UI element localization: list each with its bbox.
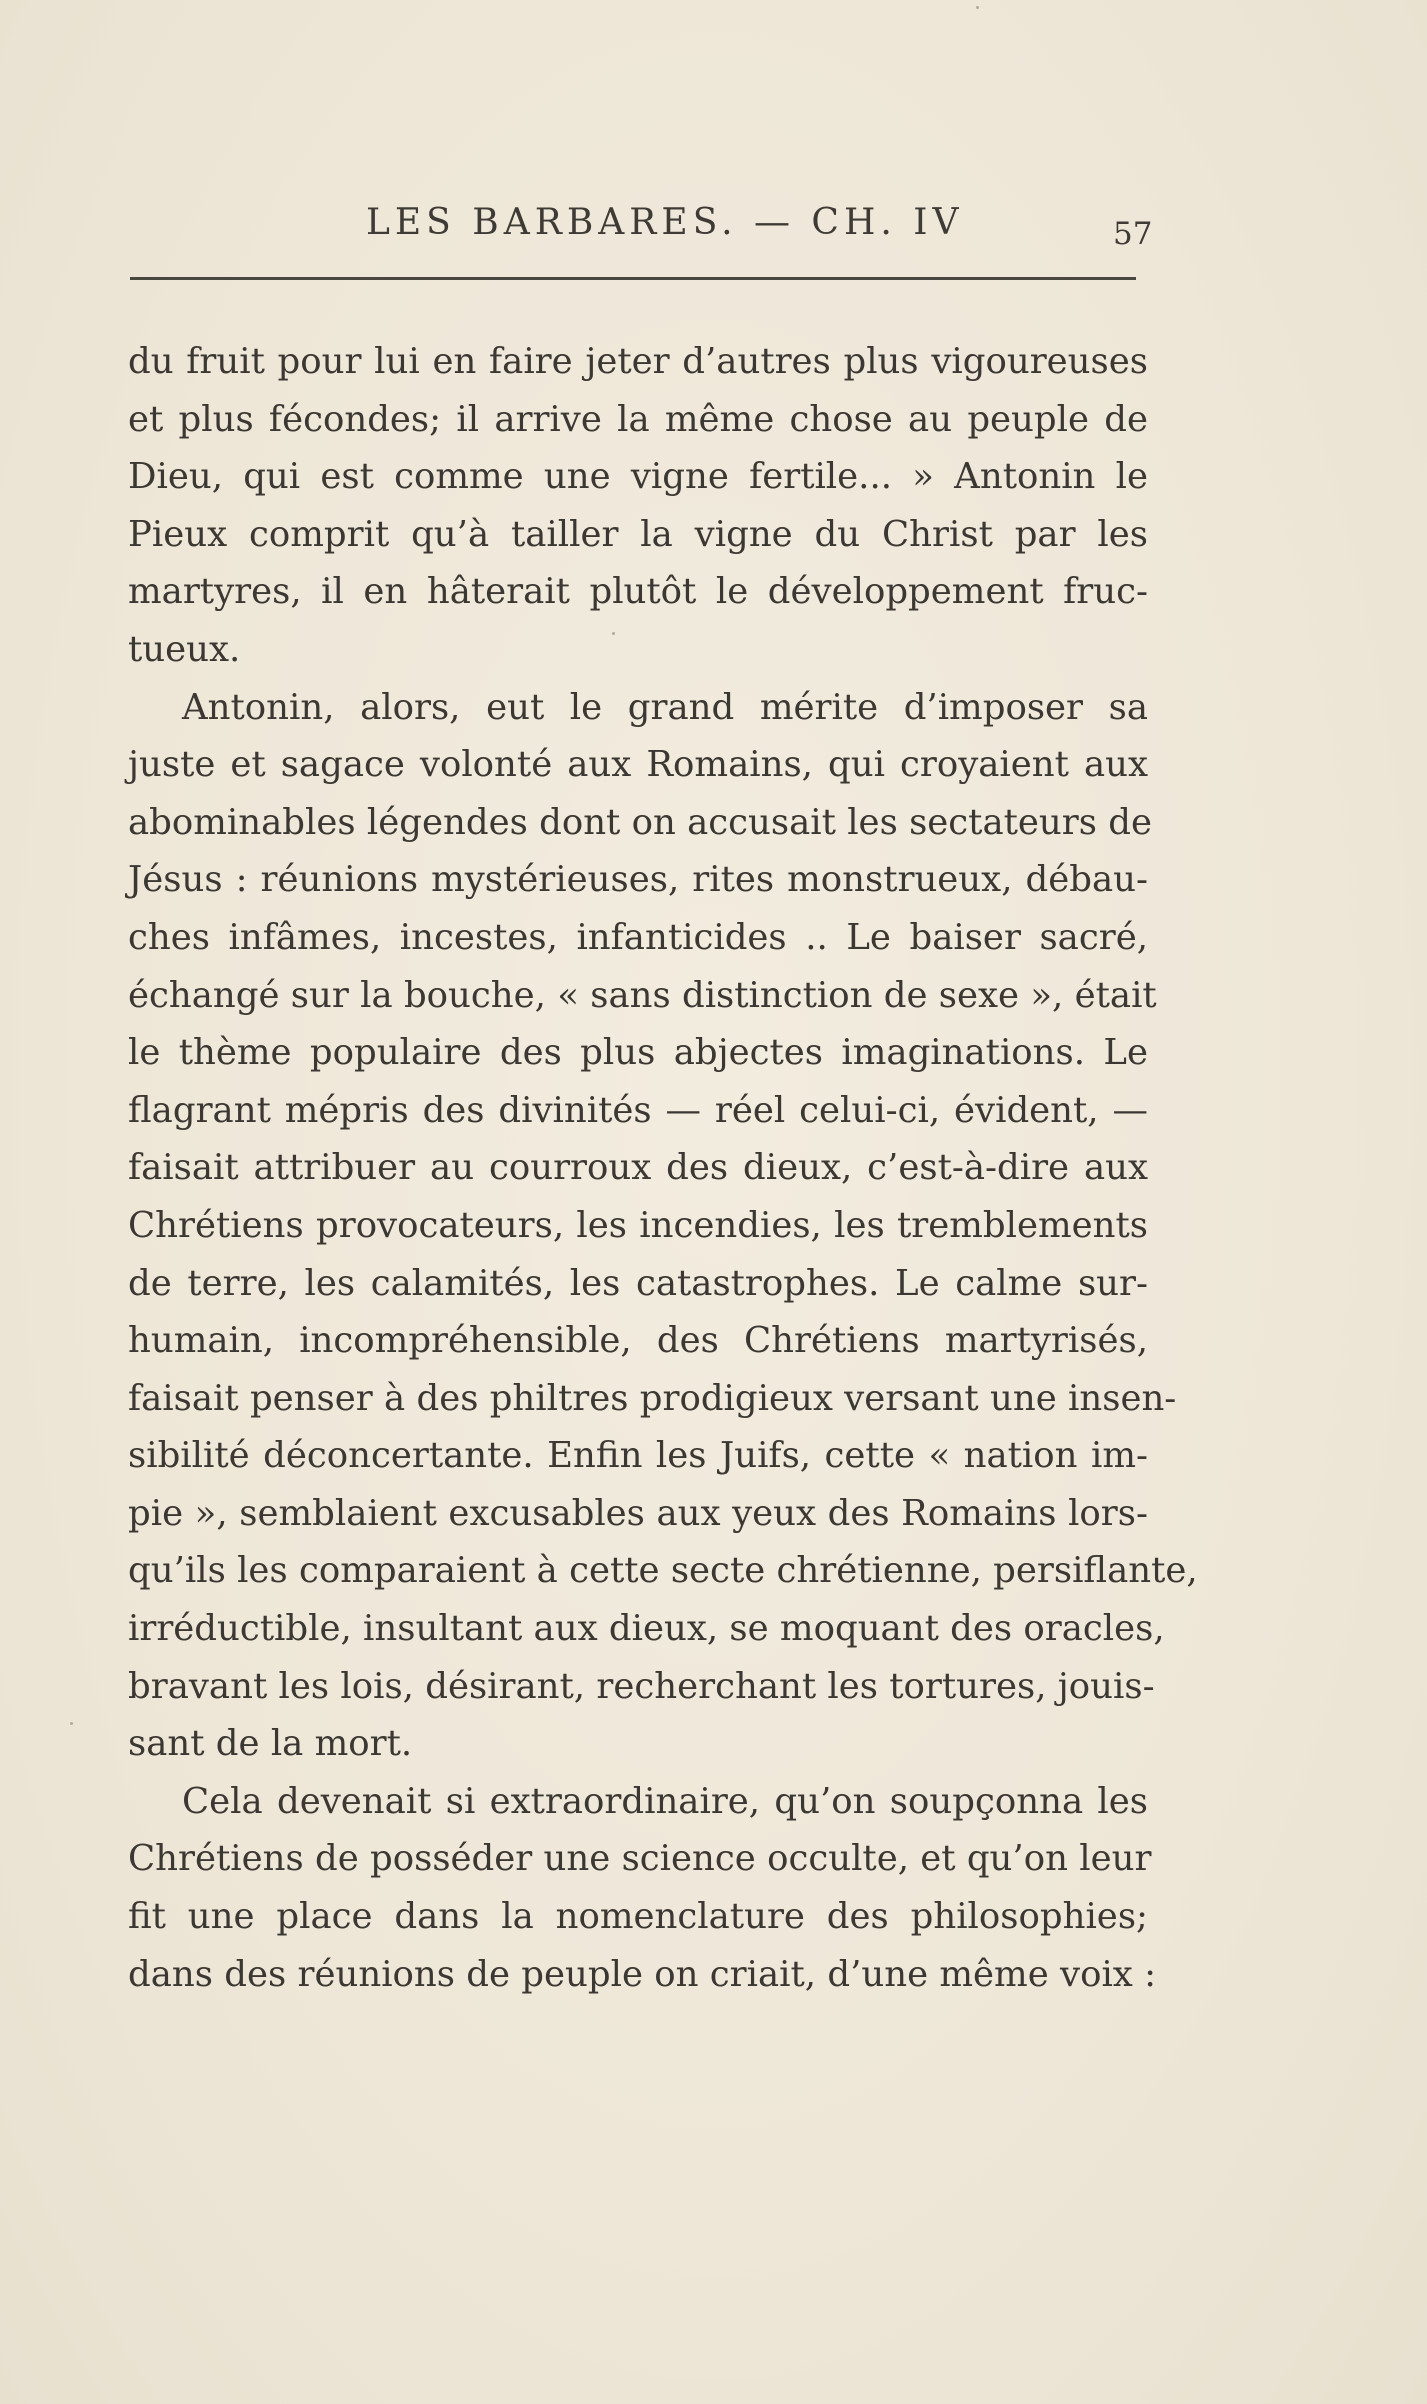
paper-speck (70, 1722, 73, 1725)
text-line: flagrant mépris des divinités — réel celui-ci, évident, — (128, 1089, 1148, 1131)
text-line: tueux. (128, 628, 241, 670)
text-line: Dieu, qui est comme une vigne fertile... » Antonin le (128, 456, 1148, 498)
text-line: échangé sur la bouche, « sans distinction de sexe », était (128, 974, 1157, 1016)
paper-speck (976, 6, 979, 9)
text-line: Antonin, alors, eut le grand mérite d’imposer sa (182, 686, 1148, 728)
text-line: Cela devenait si extraordinaire, qu’on soupçonna les (182, 1780, 1148, 1822)
text-line: dans des réunions de peuple on criait, d’une même voix : (128, 1953, 1157, 1995)
running-head (0, 202, 1427, 262)
text-line: fit une place dans la nomenclature des philosophies; (128, 1896, 1148, 1938)
text-line: Chrétiens de posséder une science occulte, et qu’on leur (128, 1838, 1152, 1880)
running-title: LES BARBARES. — CH. IV (366, 202, 964, 243)
text-line: de terre, les calamités, les catastrophes. Le calme sur- (128, 1262, 1148, 1304)
text-line: sant de la mort. (128, 1723, 413, 1765)
text-line: Chrétiens provocateurs, les incendies, les tremblements (128, 1204, 1148, 1246)
text-line: juste et sagace volonté aux Romains, qui croyaient aux (128, 744, 1148, 786)
paper-speck (612, 632, 615, 635)
text-line: ches infâmes, incestes, infanticides .. Le baiser sacré, (128, 916, 1148, 958)
body-text (128, 333, 1198, 2003)
text-line: humain, incompréhensible, des Chrétiens martyrisés, (128, 1320, 1148, 1362)
text-line: qu’ils les comparaient à cette secte chrétienne, persiflante, (128, 1550, 1198, 1592)
text-line: pie », semblaient excusables aux yeux des Romains lors- (128, 1492, 1148, 1534)
text-line: du fruit pour lui en faire jeter d’autres plus vigoureuses (128, 341, 1148, 382)
text-line: Jésus : réunions mystérieuses, rites monstrueux, débau- (128, 859, 1148, 901)
text-line: sibilité déconcertante. Enfin les Juifs, cette « nation im- (128, 1435, 1148, 1477)
text-line: Pieux comprit qu’à tailler la vigne du Christ par les (128, 513, 1148, 555)
text-line: irréductible, insultant aux dieux, se moquant des oracles, (128, 1608, 1165, 1650)
text-line: faisait attribuer au courroux des dieux, c’est-à-dire aux (128, 1147, 1148, 1189)
text-line: bravant les lois, désirant, recherchant les tortures, jouis- (128, 1665, 1155, 1707)
page-number: 57 (1113, 216, 1153, 252)
text-line: le thème populaire des plus abjectes imaginations. Le (128, 1032, 1148, 1074)
header-rule (130, 277, 1136, 280)
text-line: martyres, il en hâterait plutôt le développement fruc- (128, 571, 1148, 613)
text-line: abominables légendes dont on accusait les sectateurs de (128, 801, 1152, 843)
text-line: faisait penser à des philtres prodigieux versant une insen- (128, 1377, 1177, 1419)
text-line: et plus fécondes; il arrive la même chose au peuple de (128, 398, 1148, 440)
